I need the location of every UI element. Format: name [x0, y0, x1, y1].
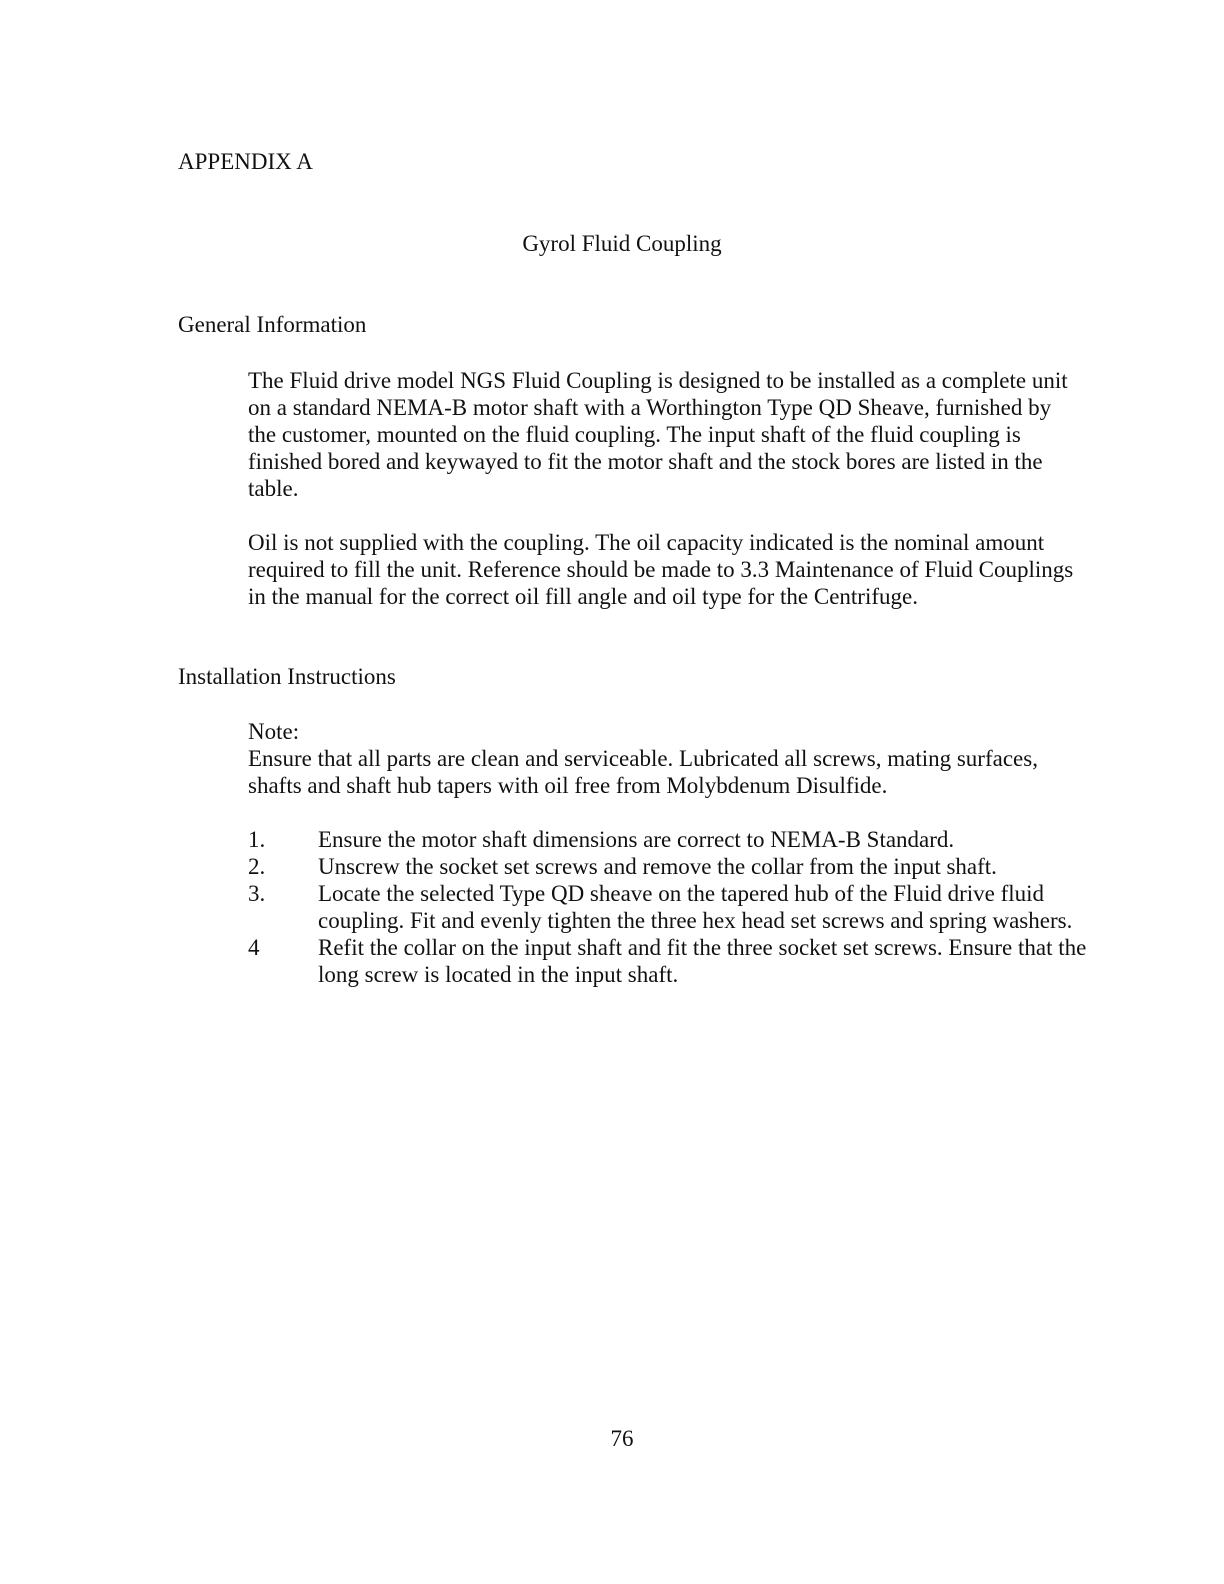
general-information-heading: General Information — [178, 312, 367, 337]
installation-step — [248, 853, 1088, 880]
step-text: Unscrew the socket set screws and remove the collar from the input shaft. — [318, 854, 997, 879]
step-text: Locate the selected Type QD sheave on the tapered hub of the Fluid drive fluid coupling. Fit and evenly tighten the three hex head set screws and spring washers. — [318, 881, 1073, 933]
step-text: Ensure the motor shaft dimensions are correct to NEMA-B Standard. — [318, 827, 955, 852]
installation-instructions-heading: Installation Instructions — [178, 664, 396, 689]
page-number: 76 — [610, 1426, 634, 1451]
step-number: 3. — [248, 881, 266, 906]
note-label: Note: — [248, 719, 300, 744]
note-block — [248, 718, 1078, 799]
step-number: 1. — [248, 827, 266, 852]
general-paragraph-2: Oil is not supplied with the coupling. The oil capacity indicated is the nominal amount required to fill the unit. Reference should be made to 3.3 Maintenance of Fluid Couplings in the manual for the correct oil fill angle and oil type for the Centrifuge. — [248, 530, 1074, 609]
step-text: Refit the collar on the input shaft and fit the three socket set screws. Ensure that the long screw is located in the input shaft. — [318, 935, 1087, 987]
installation-step — [248, 826, 1088, 853]
step-number: 4 — [248, 935, 260, 960]
appendix-label: APPENDIX A — [178, 149, 313, 174]
document-title: Gyrol Fluid Coupling — [522, 231, 722, 256]
installation-step — [248, 934, 1088, 988]
general-paragraph-1: The Fluid drive model NGS Fluid Coupling is designed to be installed as a complete unit on a standard NEMA-B motor shaft with a Worthington Type QD Sheave, furnished by the customer, mounted on the fluid coupling. The input shaft of the fluid coupling is finished bored and keywayed to fit the motor shaft and the stock bores are listed in the table. — [248, 368, 1068, 501]
note-text: Ensure that all parts are clean and serviceable. Lubricated all screws, mating surfaces, shafts and shaft hub tapers with oil free from Molybdenum Disulfide. — [248, 746, 1038, 798]
installation-step — [248, 880, 1088, 934]
installation-steps-list — [248, 826, 1088, 988]
step-number: 2. — [248, 854, 266, 879]
